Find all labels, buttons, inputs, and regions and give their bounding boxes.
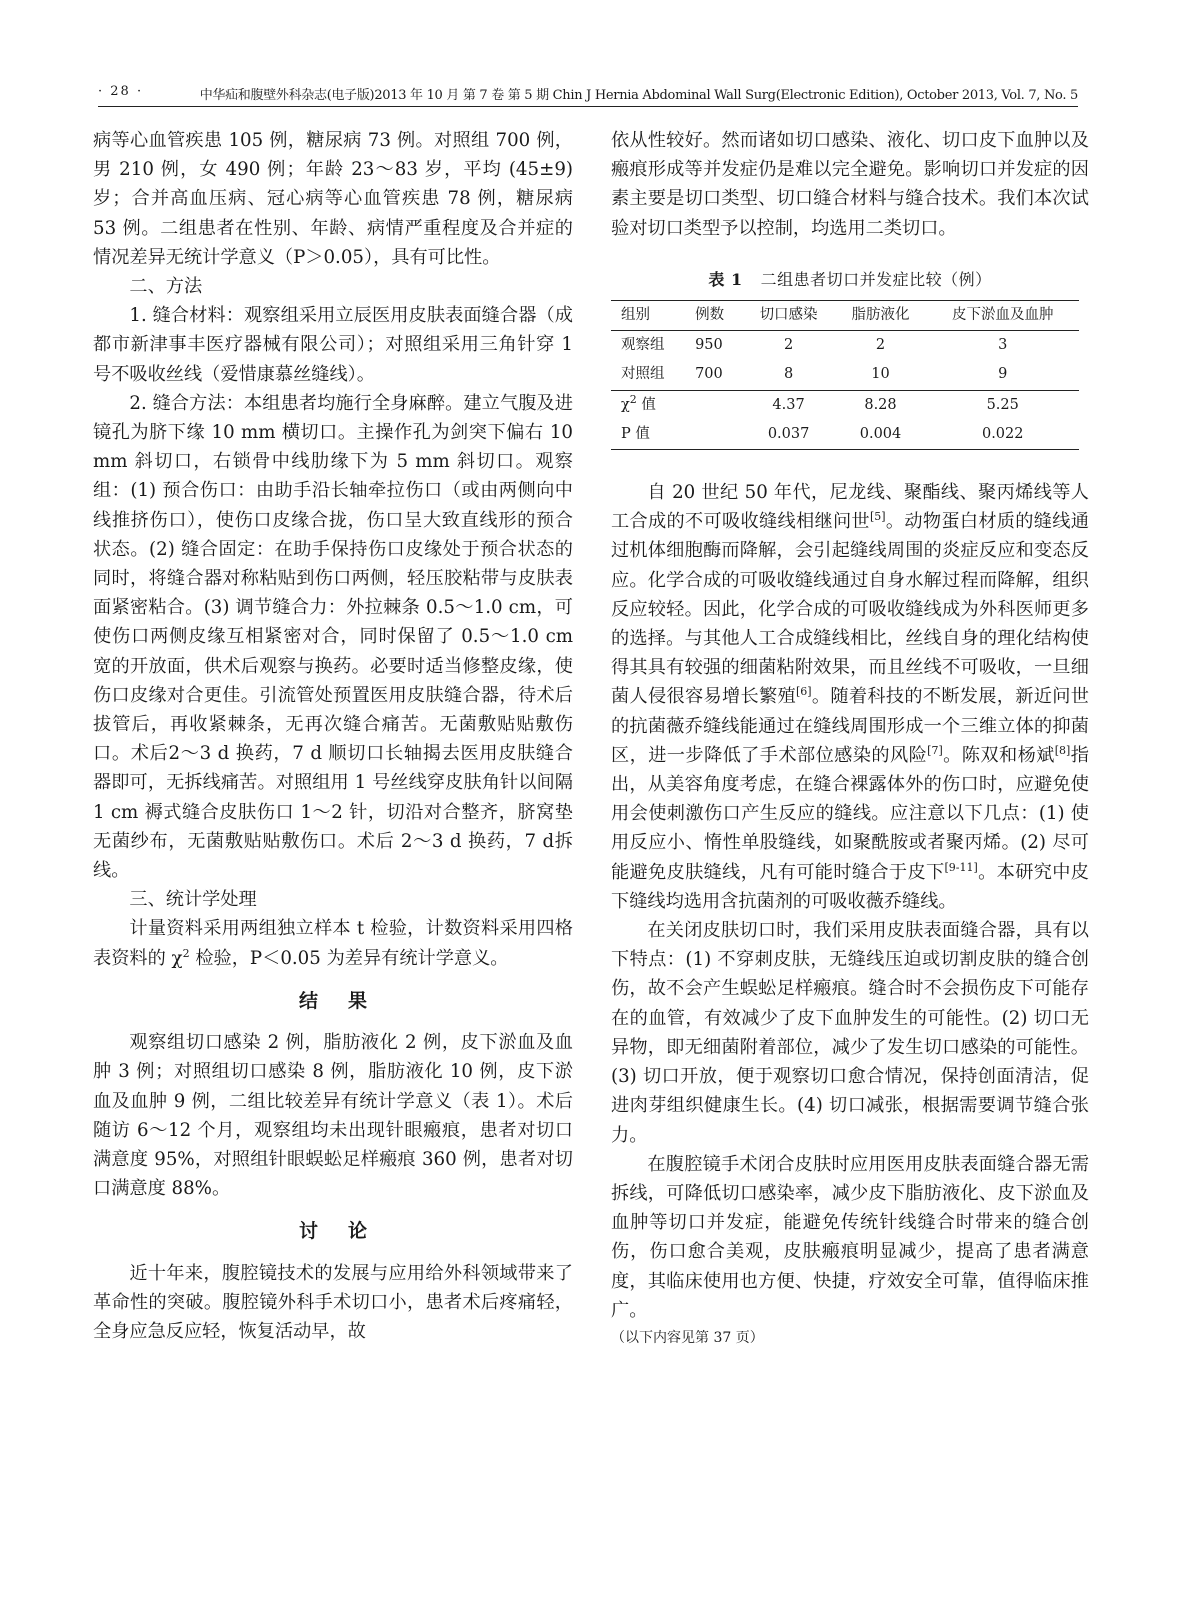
table-cell: 8.28 [835, 390, 927, 420]
table-cell: 2 [875, 337, 886, 354]
table-cell: 4.37 [743, 390, 835, 420]
table-cell: 950 [695, 337, 723, 354]
table-cell: 8 [783, 366, 794, 383]
table-cell-label: P 值 [621, 425, 650, 442]
col-header-group: 组别 [621, 307, 650, 324]
table-cell: 观察组 [621, 337, 665, 354]
table-cell: 2 [783, 337, 794, 354]
table-cell: 10 [871, 366, 890, 383]
complications-table [611, 300, 1079, 450]
citation-ref: [8] [1054, 743, 1071, 757]
table-cell: 3 [998, 337, 1008, 354]
table-cell: 0.022 [981, 425, 1024, 442]
col-header-hematoma: 皮下淤血及血肿 [951, 307, 1054, 324]
paragraph [611, 478, 1089, 916]
superscript: 2 [629, 392, 637, 406]
paragraph: 依从性较好。然而诸如切口感染、液化、切口皮下血肿以及瘢痕形成等并发症仍是难以完全避免。影响切口并发症的因素主要是切口类型、切口缝合材料与缝合技术。我们本次试验对切口类型予以控制，均选用二类切口。 [611, 130, 1089, 239]
paragraph: 近十年来，腹腔镜技术的发展与应用给外科领域带来了革命性的突破。腹腔镜外科手术切口小，患者术后疼痛轻，全身应急反应轻，恢复活动早，故 [93, 1262, 573, 1342]
paragraph: 病等心血管疾患 105 例，糖尿病 73 例。对照组 700 例，男 210 例，女 490 例；年龄 23～83 岁，平均 (45±9) 岁；合并高血压病、冠心病等心血管疾患 78 例，糖尿病 53 例。二组患者在性别、年龄、病情严重程度及合并症的情况差异无统计学意义（P＞0.05），具有可比性。 [93, 130, 573, 268]
text-span: 自 20 世纪 50 年代，尼龙线、聚酯线、聚丙烯线等人工合成的不可吸收缝线相继问世 [611, 482, 1089, 533]
text-span: 检验，P＜0.05 为差异有统计学意义。 [189, 947, 509, 969]
table-cell-label [611, 390, 691, 420]
paragraph: 在关闭皮肤切口时，我们采用皮肤表面缝合器，具有以下特点：(1) 不穿刺皮肤，无缝线压迫或切割皮肤的缝合创伤，故不会产生蜈蚣足样瘢痕。缝合时不会损伤皮下可能存在的血管，有效减少了皮下血肿发生的可能性。(2) 切口无异物，即无细菌附着部位，减少了发生切口感染的可能性。(3) 切口开放，便于观察切口愈合情况，保持创面清洁，促进肉芽组织健康生长。(4) 切口减张，根据需要调节缝合张力。 [611, 920, 1089, 1146]
text-span: 。陈双和杨斌 [942, 744, 1055, 766]
text-span: 。动物蛋白材质的缝线通过机体细胞酶而降解，会引起缝线周围的炎症反应和变态反应。化学合成的可吸收缝线通过自身水解过程而降解，组织反应较轻。因此，化学合成的可吸收缝线成为外科医师更多的选择。与其他人工合成缝线相比，丝线自身的理化结构使得其具有较强的细菌粘附效果，而且丝线不可吸收，一旦细菌人侵很容易增长繁殖 [611, 511, 1089, 708]
text-span: 。本研究中皮下缝线均选用含抗菌剂的可吸收薇乔缝线。 [611, 861, 1089, 912]
col-header-count: 例数 [695, 307, 725, 324]
table-cell: 对照组 [621, 366, 665, 383]
citation-ref: [6] [795, 685, 812, 699]
paragraph: 1. 缝合材料：观察组采用立辰医用皮肤表面缝合器（成都市新津事丰医疗器械有限公司）；对照组采用三角针穿 1 号不吸收丝线（爱惜康慕丝缝线）。 [93, 305, 573, 385]
table-cell: 0.037 [767, 425, 810, 442]
text-span: 值 [636, 396, 656, 413]
table-cell: 0.004 [859, 425, 902, 442]
running-header [98, 82, 1078, 107]
superscript: 2 [182, 946, 190, 960]
journal-citation: 中华疝和腹壁外科杂志(电子版)2013 年 10 月 第 7 卷 第 5 期 Chin J Hernia Abdominal Wall Surg(Electronic Edition), October 2013, Vol. 7, No. 5 [199, 88, 1078, 103]
citation-ref: [5] [869, 510, 886, 524]
col-header-fat-liquefaction: 脂肪液化 [851, 307, 910, 324]
table-caption [611, 265, 1089, 294]
citation-ref: [7] [927, 743, 943, 757]
paragraph [93, 914, 573, 972]
table-cell [691, 390, 743, 420]
chi-symbol: χ [621, 396, 630, 413]
citation-ref: [9-11] [944, 860, 978, 874]
col-header-infection: 切口感染 [759, 307, 818, 324]
section-title-discussion: 讨论 [298, 1220, 397, 1243]
text-span: 计量资料采用两组独立样本 t 检验，计数资料采用四格表资料的 χ [93, 918, 573, 969]
section-heading-statistics: 三、统计学处理 [129, 889, 257, 911]
section-heading-methods: 二、方法 [129, 276, 203, 298]
table-row-p-value [611, 420, 1079, 450]
table-label: 表 1 [708, 269, 743, 289]
section-title-results: 结果 [298, 989, 397, 1012]
table-title: 二组患者切口并发症比较（例） [760, 269, 992, 289]
paragraph: 2. 缝合方法：本组患者均施行全身麻醉。建立气腹及进镜孔为脐下缘 10 mm 横切口。主操作孔为剑突下偏右 10 mm 斜切口，右锁骨中线肋缘下为 5 mm 斜切口。观察组：(1) 预合伤口：由助手沿长轴牵拉伤口（或由两侧向中线推挤伤口），使伤口皮缘合拢，伤口呈大致直线形的预合状态。(2) 缝合固定：在助手保持伤口皮缘处于预合状态的同时，将缝合器对称粘贴到伤口两侧，轻压胶粘带与皮肤表面紧密粘合。(3) 调节缝合力：外拉棘条 0.5～1.0 cm，可使伤口两侧皮缘互相紧密对合，同时保留了 0.5～1.0 cm 宽的开放面，供术后观察与换药。必要时适当修整皮缘，使伤口皮缘对合更佳。引流管处预置医用皮肤缝合器，待术后拔管后，再收紧棘条，无再次缝合痛苦。无菌敷贴贴敷伤口。术后2～3 d 换药，7 d 顺切口长轴揭去医用皮肤缝合器即可，无拆线痛苦。对照组用 1 号丝线穿皮肤角针以间隔 1 cm 褥式缝合皮肤伤口 1～2 针，切沿对合整齐，脐窝垫无菌纱布，无菌敷贴贴敷伤口。术后 2～3 d 换药，7 d拆线。 [93, 392, 573, 882]
text-span: 。随着科技的不断发展，新近问世的抗菌薇乔缝线能通过在缝线周围形成一个三维立体的抑菌区，进一步降低了手术部位感染的风险 [611, 686, 1089, 766]
continuation-note: （以下内容见第 37 页） [611, 1329, 764, 1346]
table-row-chi-square [611, 390, 1079, 420]
left-column [93, 126, 573, 1346]
table-row [611, 331, 1079, 361]
table-cell: 9 [998, 366, 1008, 383]
text-span: 指出，从美容角度考虑，在缝合裸露体外的伤口时，应避免使用会使刺激伤口产生反应的缝线。应注意以下几点：(1) 使用反应小、惰性单股缝线，如聚酰胺或者聚丙烯。(2) 尽可能避免皮肤缝线，凡有可能时缝合于皮下 [611, 744, 1089, 883]
paragraph: 在腹腔镜手术闭合皮肤时应用医用皮肤表面缝合器无需拆线，可降低切口感染率，减少皮下脂肪液化、皮下淤血及血肿等切口并发症，能避免传统针线缝合时带来的缝合创伤，伤口愈合美观，皮肤瘢痕明显减少，提高了患者满意度，其临床使用也方便、快捷，疗效安全可靠，值得临床推广。 [611, 1153, 1089, 1321]
table-cell: 700 [695, 366, 723, 383]
page-number: · 28 · [98, 84, 144, 99]
paragraph: 观察组切口感染 2 例，脂肪液化 2 例，皮下淤血及血肿 3 例；对照组切口感染 8 例，脂肪液化 10 例，皮下淤血及血肿 9 例，二组比较差异有统计学意义（表 1）。术后随访 6～12 个月，观察组均未出现针眼瘢痕，患者对切口满意度 95%，对照组针眼蜈蚣足样瘢痕 360 例，患者对切口满意度 88%。 [93, 1032, 573, 1200]
table-header-row [611, 301, 1079, 331]
table-row [611, 360, 1079, 390]
right-column [611, 126, 1089, 1349]
table-cell: 5.25 [926, 390, 1079, 420]
table-cell [691, 420, 743, 450]
